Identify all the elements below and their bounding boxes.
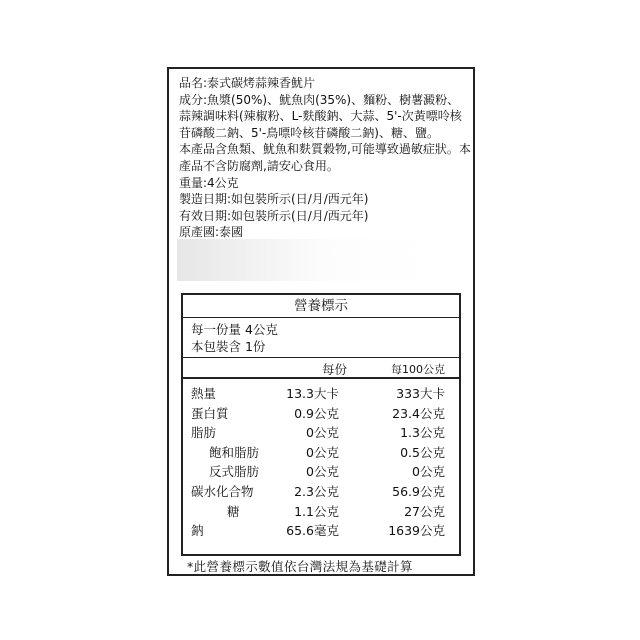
country-of-origin: 原產國:泰國: [179, 225, 244, 240]
nutrient-per-100g: 56.9公克: [392, 483, 445, 499]
serving-size: 每一份量 4公克: [191, 322, 278, 337]
nutrient-name: 蛋白質: [191, 405, 229, 421]
nutrient-row: [183, 442, 459, 462]
nutrient-name: 脂肪: [191, 425, 217, 441]
allergen-text: 本產品含魚類、魷魚和麩質穀物,可能導致過敏症狀。本產品不含防腐劑,請安心食用。: [179, 142, 471, 173]
nutrient-per-serving: 2.3公克: [294, 483, 339, 499]
nutrient-name: 反式脂肪: [209, 464, 260, 480]
nutrient-per-100g: 1639公克: [388, 523, 445, 539]
ingredients-text: 成分:魚漿(50%)、魷魚肉(35%)、麵粉、樹薯澱粉、蒜辣調味料(辣椒粉、L-麩酸鈉、大蒜、5'-次黃嘌呤核苷磷酸二鈉、5'-鳥嘌呤核苷磷酸二鈉)、糖、鹽。: [179, 92, 462, 140]
nutrient-rows: [183, 379, 459, 540]
nutrition-footnote: *此營養標示數值依台灣法規為基礎計算: [187, 559, 413, 574]
nutrient-per-serving: 0公克: [306, 425, 339, 441]
expiry-date: 有效日期:如包裝所示(日/月/西元年): [179, 208, 369, 223]
net-weight: 重量:4公克: [179, 175, 239, 190]
nutrient-name: 糖: [227, 503, 240, 519]
nutrient-per-serving: 0公克: [306, 464, 339, 480]
nutrient-per-serving: 0公克: [306, 444, 339, 460]
nutrient-row: [183, 501, 459, 521]
nutrient-per-100g: 23.4公克: [392, 405, 445, 421]
nutrient-per-100g: 0.5公克: [400, 444, 445, 460]
nutrient-row: [183, 403, 459, 423]
nutrient-row: [183, 383, 459, 403]
label-info: [179, 75, 471, 241]
product-name: 品名:泰式碳烤蒜辣香魷片: [179, 76, 316, 90]
column-header-per-100g: 每100公克: [391, 363, 445, 376]
manufacture-date: 製造日期:如包裝所示(日/月/西元年): [179, 192, 369, 207]
nutrient-row: [183, 481, 459, 501]
serving-info: [183, 318, 459, 358]
nutrient-per-100g: 27公克: [404, 503, 445, 519]
column-header-per-serving: 每份: [321, 362, 347, 377]
blurred-area: [177, 239, 427, 281]
nutrient-per-100g: 333大卡: [396, 386, 445, 401]
nutrient-row: [183, 461, 459, 481]
nutrient-row: [183, 422, 459, 442]
product-label: [167, 67, 475, 576]
nutrient-per-serving: 65.6毫克: [286, 523, 339, 539]
nutrient-name: 碳水化合物: [191, 483, 254, 499]
nutrient-per-serving: 0.9公克: [294, 405, 339, 421]
nutrient-per-100g: 1.3公克: [400, 425, 445, 441]
nutrient-row: [183, 520, 459, 540]
nutrition-facts-table: [181, 293, 461, 556]
nutrient-per-serving: 13.3大卡: [286, 386, 339, 401]
nutrient-name: 飽和脂肪: [209, 444, 260, 460]
column-header-row: [183, 358, 459, 379]
servings-per-pack: 本包裝含 1份: [191, 339, 266, 354]
nutrient-per-100g: 0公克: [412, 464, 445, 480]
nutrient-per-serving: 1.1公克: [294, 503, 339, 519]
nutrient-name: 鈉: [191, 523, 204, 539]
nutrition-title: 營養標示: [183, 295, 459, 318]
nutrient-name: 熱量: [191, 386, 217, 401]
